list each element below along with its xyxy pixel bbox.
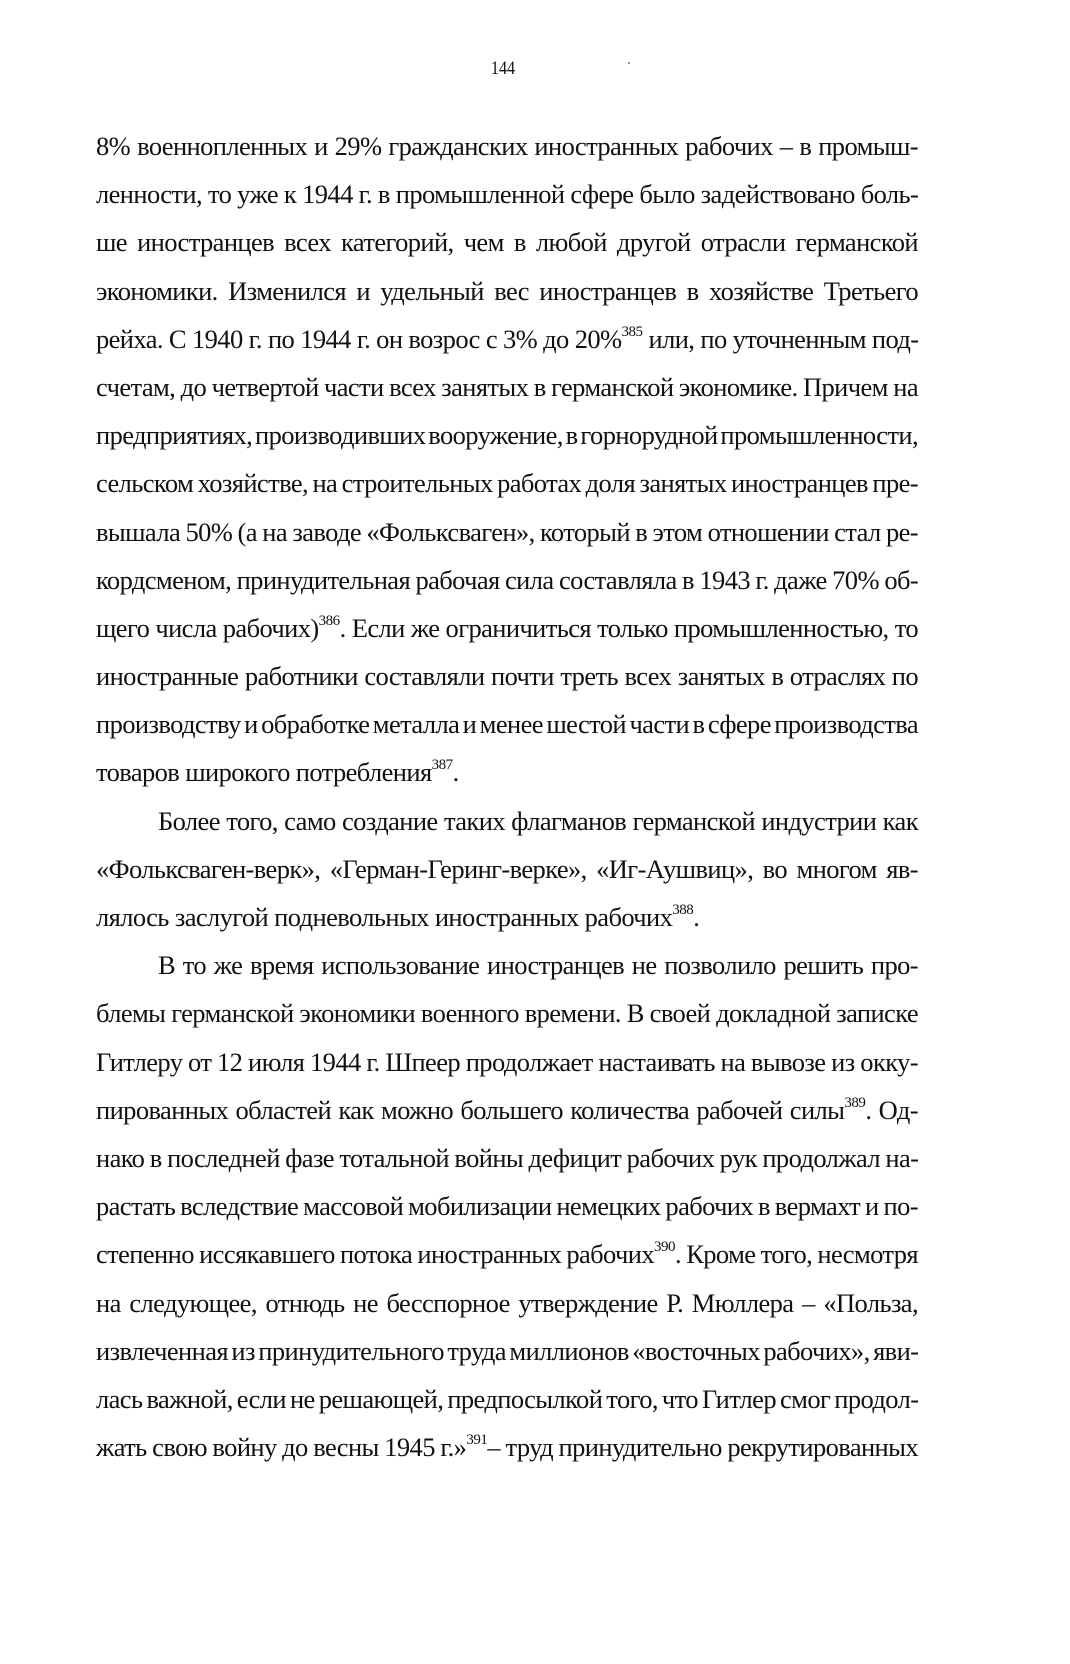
- text-line: [96, 1230, 918, 1278]
- text-line: [96, 893, 918, 941]
- text-line: [96, 122, 918, 170]
- text-line: [96, 1423, 918, 1471]
- line-text: иностранные работники составляли почти треть всех занятых в отраслях по: [96, 661, 918, 692]
- text-line: [96, 315, 918, 363]
- text-line: [96, 1038, 918, 1086]
- text-line: [96, 845, 918, 893]
- text-line: [96, 1086, 918, 1134]
- line-text: лялось заслугой подневольных иностранных рабочих: [96, 902, 673, 932]
- text-line: [96, 700, 918, 748]
- footnote-reference[interactable]: 385: [621, 323, 643, 340]
- text-line: [96, 604, 918, 652]
- text-line: [96, 652, 918, 700]
- line-text: .: [693, 902, 700, 932]
- footnote-reference[interactable]: 391: [466, 1432, 488, 1449]
- text-line: [96, 267, 918, 315]
- line-text: рейха. С 1940 г. по 1944 г. он возрос с 3% до 20%: [96, 323, 622, 354]
- line-text: на следующее, отнюдь не бесспорное утверждение Р. Мюллера – «Польза,: [96, 1287, 918, 1318]
- line-text: жать свою войну до весны 1945 г.»: [96, 1432, 467, 1463]
- line-text: Гитлеру от 12 июля 1944 г. Шпеер продолжает настаивать на вывозе из окку-: [96, 1046, 918, 1077]
- line-text: ленности, то уже к 1944 г. в промышленной сфере было задействовано боль-: [96, 179, 919, 210]
- line-text: счетам, до четвертой части всех занятых в германской экономике. Причем на: [96, 371, 918, 402]
- line-text: .: [452, 757, 459, 788]
- scan-speck: [628, 62, 630, 64]
- line-text: лась важной, если не решающей, предпосылкой того, что Гитлер смог продол-: [96, 1383, 919, 1414]
- footnote-reference[interactable]: 387: [431, 757, 453, 774]
- line-text: экономики. Изменился и удельный вес иностранцев в хозяйстве Третьего: [96, 275, 918, 306]
- line-text: извлеченная из принудительного труда миллионов «восточных рабочих», яви-: [96, 1335, 919, 1366]
- text-line: [96, 508, 918, 556]
- line-text: ше иностранцев всех категорий, чем в любой другой отрасли германской: [96, 227, 918, 258]
- line-text: . Од-: [865, 1094, 918, 1125]
- line-text: 8% военнопленных и 29% гражданских иностранных рабочих – в промыш-: [96, 131, 918, 161]
- line-text: товаров широкого потребления: [96, 757, 432, 788]
- footnote-reference[interactable]: 389: [844, 1094, 866, 1111]
- text-line: [96, 218, 918, 266]
- text-line: [96, 1375, 918, 1423]
- text-line: [96, 1134, 918, 1182]
- body-text: [96, 122, 918, 1471]
- line-text: предприятиях, производивших вооружение, в горнорудной промышленности,: [96, 420, 918, 451]
- line-text: блемы германской экономики военного времени. В своей докладной записке: [96, 998, 918, 1029]
- line-text: вышала 50% (а на заводе «Фольксваген», который в этом отношении стал ре-: [96, 516, 918, 547]
- line-text: – труд принудительно рекрутированных: [487, 1432, 918, 1463]
- line-text: В то же время использование иностранцев не позволило решить про-: [158, 950, 918, 981]
- text-line: [96, 748, 918, 796]
- text-line: [96, 1182, 918, 1230]
- text-line: [96, 989, 918, 1037]
- paragraph-start-line: [96, 941, 918, 989]
- text-line: [96, 1327, 918, 1375]
- footnote-reference[interactable]: 390: [653, 1239, 675, 1256]
- text-line: [96, 459, 918, 507]
- line-text: . Кроме того, несмотря: [674, 1239, 918, 1270]
- line-text: кордсменом, принудительная рабочая сила составляла в 1943 г. даже 70% об-: [96, 564, 919, 595]
- footnote-reference[interactable]: 388: [672, 902, 694, 918]
- line-text: пированных областей как можно большего количества рабочей силы: [96, 1094, 845, 1125]
- paragraph-start-line: [96, 797, 918, 845]
- footnote-reference[interactable]: 386: [318, 612, 340, 629]
- line-text: «Фольксваген-верк», «Герман-Геринг-верке», «Иг-Аушвиц», во многом яв-: [96, 853, 918, 884]
- line-text: сельском хозяйстве, на строительных работах доля занятых иностранцев пре-: [96, 468, 918, 499]
- text-line: [96, 170, 918, 218]
- page-number: 144: [490, 58, 516, 79]
- text-line: [96, 556, 918, 604]
- line-text: или, по уточненным под-: [642, 323, 919, 354]
- text-line: [96, 1279, 918, 1327]
- line-text: производству и обработке металла и менее шестой части в сфере производства: [96, 709, 918, 740]
- line-text: степенно иссякавшего потока иностранных рабочих: [96, 1239, 654, 1270]
- line-text: растать вследствие массовой мобилизации немецких рабочих в вермахт и по-: [96, 1191, 918, 1222]
- line-text: нако в последней фазе тотальной войны дефицит рабочих рук продолжал на-: [96, 1142, 919, 1173]
- line-text: . Если же ограничиться только промышленностью, то: [339, 612, 918, 643]
- line-text: Более того, само создание таких флагманов германской индустрии как: [158, 805, 918, 836]
- text-line: [96, 363, 918, 411]
- text-line: [96, 411, 918, 459]
- line-text: щего числа рабочих): [96, 612, 319, 643]
